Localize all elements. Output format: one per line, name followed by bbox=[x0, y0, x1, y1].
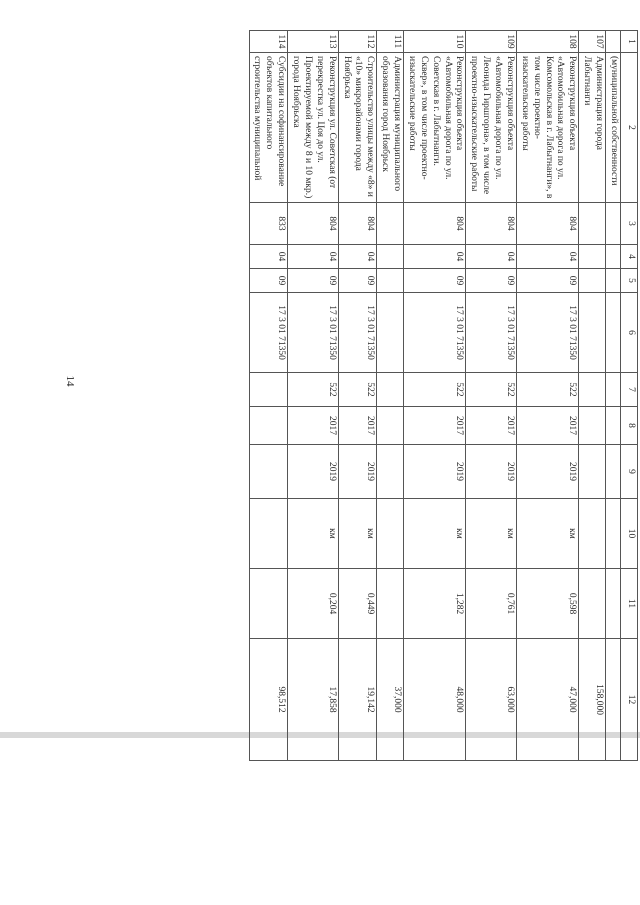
end-year-cell: 2019 bbox=[466, 445, 517, 499]
target-article-cell bbox=[377, 293, 404, 373]
admin-code-cell bbox=[377, 203, 404, 245]
amount-cell: 17,858 bbox=[288, 639, 339, 761]
expense-type-cell bbox=[579, 373, 606, 407]
amount-cell bbox=[606, 639, 621, 761]
start-year-cell bbox=[579, 407, 606, 445]
table-body bbox=[249, 31, 637, 761]
table-row bbox=[377, 31, 404, 761]
unit-cell: км bbox=[404, 499, 466, 569]
admin-code-cell: 804 bbox=[404, 203, 466, 245]
header-cell: 10 bbox=[621, 499, 638, 569]
admin-code-cell bbox=[579, 203, 606, 245]
capacity-cell bbox=[249, 569, 288, 639]
table-row bbox=[249, 31, 288, 761]
unit-cell: км bbox=[288, 499, 339, 569]
rotated-table-container bbox=[112, 30, 638, 760]
row-number-cell: 113 bbox=[288, 31, 339, 53]
section-cell: 04 bbox=[466, 245, 517, 269]
subsection-cell: 09 bbox=[466, 269, 517, 293]
end-year-cell bbox=[249, 445, 288, 499]
unit-cell bbox=[249, 499, 288, 569]
row-number-cell: 111 bbox=[377, 31, 404, 53]
subsection-cell bbox=[606, 269, 621, 293]
name-cell: Субсидии на софинансирование объектов капитального строительства муниципальной bbox=[249, 53, 288, 203]
row-number-cell: 107 bbox=[579, 31, 606, 53]
end-year-cell bbox=[579, 445, 606, 499]
budget-table bbox=[249, 30, 638, 761]
table-row bbox=[288, 31, 339, 761]
expense-type-cell: 522 bbox=[338, 373, 377, 407]
target-article-cell: 17 3 01 71350 bbox=[404, 293, 466, 373]
table-row bbox=[579, 31, 606, 761]
start-year-cell bbox=[377, 407, 404, 445]
amount-cell: 158,000 bbox=[579, 639, 606, 761]
amount-cell: 37,000 bbox=[377, 639, 404, 761]
row-number-cell: 108 bbox=[517, 31, 579, 53]
target-article-cell: 17 3 01 71350 bbox=[338, 293, 377, 373]
start-year-cell: 2017 bbox=[466, 407, 517, 445]
end-year-cell bbox=[606, 445, 621, 499]
table-row bbox=[517, 31, 579, 761]
amount-cell: 19,142 bbox=[338, 639, 377, 761]
amount-cell: 47,000 bbox=[517, 639, 579, 761]
subsection-cell: 09 bbox=[517, 269, 579, 293]
start-year-cell: 2017 bbox=[288, 407, 339, 445]
target-article-cell bbox=[579, 293, 606, 373]
capacity-cell bbox=[377, 569, 404, 639]
header-cell: 7 bbox=[621, 373, 638, 407]
header-cell: 8 bbox=[621, 407, 638, 445]
expense-type-cell: 522 bbox=[466, 373, 517, 407]
target-article-cell bbox=[606, 293, 621, 373]
unit-cell bbox=[579, 499, 606, 569]
capacity-cell: 0,449 bbox=[338, 569, 377, 639]
header-cell: 9 bbox=[621, 445, 638, 499]
admin-code-cell: 804 bbox=[288, 203, 339, 245]
admin-code-cell bbox=[606, 203, 621, 245]
capacity-cell: 1,282 bbox=[404, 569, 466, 639]
amount-cell: 63,000 bbox=[466, 639, 517, 761]
amount-cell: 98,512 bbox=[249, 639, 288, 761]
subsection-cell bbox=[377, 269, 404, 293]
table-row bbox=[606, 31, 621, 761]
page-number: 14 bbox=[64, 375, 76, 387]
unit-cell: км bbox=[517, 499, 579, 569]
start-year-cell bbox=[249, 407, 288, 445]
expense-type-cell: 522 bbox=[404, 373, 466, 407]
unit-cell: км bbox=[466, 499, 517, 569]
end-year-cell: 2019 bbox=[338, 445, 377, 499]
name-cell: Реконструкция объекта «Автомобильная дорога по ул. Советская в г. Лабытнанги. Сквер», в том числе проектно-изыскательские работы bbox=[404, 53, 466, 203]
target-article-cell: 17 3 01 71350 bbox=[517, 293, 579, 373]
section-cell bbox=[377, 245, 404, 269]
capacity-cell: 0,204 bbox=[288, 569, 339, 639]
unit-cell bbox=[606, 499, 621, 569]
admin-code-cell: 804 bbox=[466, 203, 517, 245]
name-cell: Строительство улицы между «8» и «10» микрорайонами города Ноябрьска bbox=[338, 53, 377, 203]
section-cell: 04 bbox=[288, 245, 339, 269]
row-number-cell: 114 bbox=[249, 31, 288, 53]
start-year-cell: 2017 bbox=[404, 407, 466, 445]
header-cell: 3 bbox=[621, 203, 638, 245]
name-cell: Реконструкция объекта «Автомобильная дорога по ул. Комсомольская в г. Лабытнанги», в том числе проектно-изыскательские работы bbox=[517, 53, 579, 203]
subsection-cell bbox=[579, 269, 606, 293]
end-year-cell bbox=[377, 445, 404, 499]
header-row bbox=[621, 31, 638, 761]
table-row bbox=[404, 31, 466, 761]
row-number-cell bbox=[606, 31, 621, 53]
row-number-cell: 110 bbox=[404, 31, 466, 53]
capacity-cell bbox=[579, 569, 606, 639]
start-year-cell: 2017 bbox=[338, 407, 377, 445]
start-year-cell: 2017 bbox=[517, 407, 579, 445]
header-cell: 4 bbox=[621, 245, 638, 269]
admin-code-cell: 833 bbox=[249, 203, 288, 245]
header-cell: 12 bbox=[621, 639, 638, 761]
row-number-cell: 109 bbox=[466, 31, 517, 53]
header-cell: 11 bbox=[621, 569, 638, 639]
section-cell: 04 bbox=[338, 245, 377, 269]
subsection-cell: 09 bbox=[288, 269, 339, 293]
expense-type-cell bbox=[377, 373, 404, 407]
section-cell bbox=[606, 245, 621, 269]
target-article-cell: 17 3 01 71350 bbox=[288, 293, 339, 373]
header-cell: 6 bbox=[621, 293, 638, 373]
end-year-cell: 2019 bbox=[517, 445, 579, 499]
expense-type-cell bbox=[606, 373, 621, 407]
name-cell: Реконструкция ул. Советская (от перекрестка ул. Цоя до ул. Проектируемой между 8 и 10 мкр.) города Ноябрьска bbox=[288, 53, 339, 203]
section-cell: 04 bbox=[404, 245, 466, 269]
name-cell: (муниципальной собственности bbox=[606, 53, 621, 203]
capacity-cell: 0,761 bbox=[466, 569, 517, 639]
start-year-cell bbox=[606, 407, 621, 445]
name-cell: Администрация города Лабытнанги bbox=[579, 53, 606, 203]
section-cell: 04 bbox=[249, 245, 288, 269]
amount-cell: 48,000 bbox=[404, 639, 466, 761]
table-row bbox=[466, 31, 517, 761]
admin-code-cell: 804 bbox=[517, 203, 579, 245]
section-cell: 04 bbox=[517, 245, 579, 269]
unit-cell: км bbox=[338, 499, 377, 569]
admin-code-cell: 804 bbox=[338, 203, 377, 245]
expense-type-cell: 522 bbox=[517, 373, 579, 407]
name-cell: Реконструкция объекта «Автомобильная дорога по ул. Леонида Гиршгорна», в том числе проектно-изыскательские работы bbox=[466, 53, 517, 203]
end-year-cell: 2019 bbox=[288, 445, 339, 499]
subsection-cell: 09 bbox=[249, 269, 288, 293]
end-year-cell: 2019 bbox=[404, 445, 466, 499]
name-cell: Администрация муниципального образования город Ноябрьск bbox=[377, 53, 404, 203]
subsection-cell: 09 bbox=[404, 269, 466, 293]
table-row bbox=[338, 31, 377, 761]
expense-type-cell: 522 bbox=[288, 373, 339, 407]
capacity-cell: 0,598 bbox=[517, 569, 579, 639]
unit-cell bbox=[377, 499, 404, 569]
section-cell bbox=[579, 245, 606, 269]
target-article-cell: 17 3 01 71350 bbox=[249, 293, 288, 373]
header-cell: 5 bbox=[621, 269, 638, 293]
capacity-cell bbox=[606, 569, 621, 639]
subsection-cell: 09 bbox=[338, 269, 377, 293]
header-cell: 2 bbox=[621, 53, 638, 203]
expense-type-cell bbox=[249, 373, 288, 407]
header-cell: 1 bbox=[621, 31, 638, 53]
target-article-cell: 17 3 01 71350 bbox=[466, 293, 517, 373]
row-number-cell: 112 bbox=[338, 31, 377, 53]
